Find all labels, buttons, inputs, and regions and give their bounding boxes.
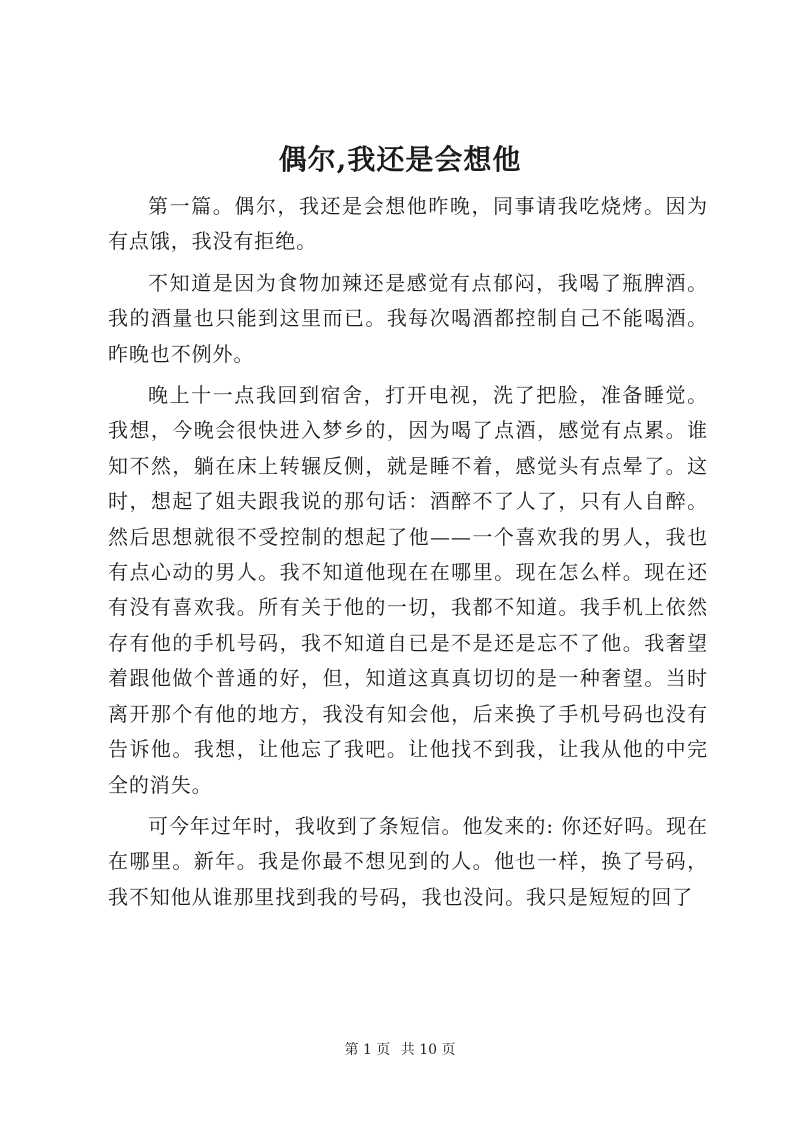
- page-number: 第 1 页: [344, 1042, 391, 1058]
- document-title: 偶尔,我还是会想他: [278, 143, 522, 176]
- paragraph-3: 晚上十一点我回到宿舍，打开电视，洗了把脸，准备睡觉。我想，今晚会很快进入梦乡的，因为喝了点酒，感觉有点累。谁知不然，躺在床上转辗反侧，就是睡不着，感觉头有点晕了。这时，想起了姐夫跟我说的那句话：酒醉不了人了，只有人自醉。然后思想就很不受控制的想起了他——一个喜欢我的男人，我也有点心动的男人。我不知道他现在在哪里。现在怎么样。现在还有没有喜欢我。所有关于他的一切，我都不知道。我手机上依然存有他的手机号码，我不知道自已是不是还是忘不了他。我奢望着跟他做个普通的好，但，知道这真真切切的是一种奢望。当时离开那个有他的地方，我没有知会他，后来换了手机号码也没有告诉他。我想，让他忘了我吧。让他找不到我，让我从他的中完全的消失。: [108, 383, 708, 797]
- paragraph-4: 可今年过年时，我收到了条短信。他发来的: 你还好吗。现在在哪里。新年。我是你最不想见到的人。他也一样，换了号码，我不知他从谁那里找到我的号码，我也没问。我只是短短的回了: [108, 813, 708, 909]
- paragraph-1: 第一篇。偶尔，我还是会想他昨晚，同事请我吃烧烤。因为有点饿，我没有拒绝。: [108, 194, 708, 254]
- page-footer: [0, 1040, 800, 1060]
- page-total: 共 10 页: [400, 1042, 456, 1058]
- document-body: [108, 189, 708, 921]
- paragraph-2: 不知道是因为食物加辣还是感觉有点郁闷，我喝了瓶脾酒。我的酒量也只能到这里而已。我每次喝酒都控制自己不能喝酒。昨晚也不例外。: [108, 270, 708, 366]
